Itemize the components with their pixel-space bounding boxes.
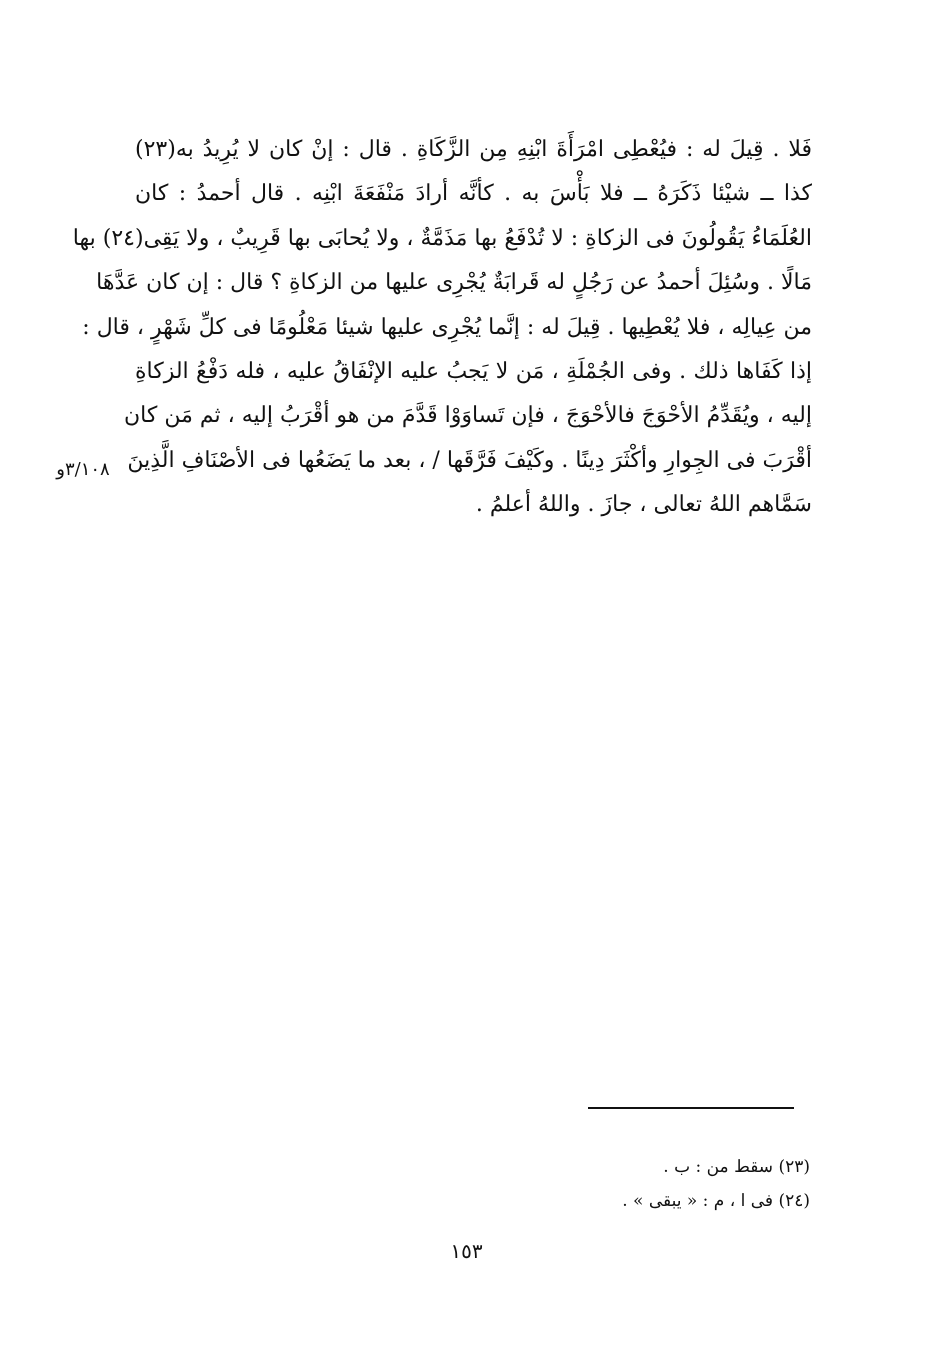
footnote: (٢٤) فى ا ، م : « يبقى » . xyxy=(622,1191,810,1211)
text-line: كذا ــ شيْئا ذَكَرَهُ ــ فلا بَأْسَ به . كأنَّه أرادَ مَنْفَعَةَ ابْنِه . قال أحمدُ : كان xyxy=(135,181,812,207)
footnote-divider xyxy=(588,1107,794,1109)
footnote: (٢٣) سقط من : ب . xyxy=(663,1157,810,1177)
text-line: من عِيالِه ، فلا يُعْطِيها . قِيلَ له : إنَّما يُجْرِى عليها شيئا مَعْلُومًا فى كلِّ شَهْرٍ ، قال : xyxy=(82,314,812,340)
text-line: سَمَّاهم اللهُ تعالى ، جازَ . واللهُ أعلمُ . xyxy=(475,492,812,518)
footnotes xyxy=(500,1150,810,1218)
text-line: أقْرَبَ فى الجِوارِ وأكْثَرَ دِينًا . وكَيْفَ فَرَّقَها / ، بعد ما يَضَعُها فى الأصْنَافِ الَّذِينَ xyxy=(127,447,812,473)
text-line: العُلَمَاءُ يَقُولُونَ فى الزكاةِ : لا تُدْفَعُ بها مَذَمَّةٌ ، ولا يُحابَى بها قَرِيبٌ ، ولا يَقِى(٢٤) بها xyxy=(72,225,812,251)
page-number: ١٥٣ xyxy=(450,1239,483,1263)
text-line: مَالًا . وسُئِلَ أحمدُ عن رَجُلٍ له قَرابَةٌ يُجْرِى عليها من الزكاةِ ؟ قال : إن كان عَدَّهَا xyxy=(96,270,812,296)
text-line: إليه ، ويُقَدِّمُ الأحْوَجَ فالأحْوَجَ ، فإن تَساوَوْا قَدَّمَ من هو أقْرَبُ إليه ، ثم مَن كان xyxy=(124,403,812,429)
margin-reference: ٣/١٠٨و xyxy=(56,459,110,480)
text-line: فَلا . قِيلَ له : فيُعْطِى امْرَأَةَ ابْنِهِ مِن الزَّكَاةِ . قال : إنْ كان لا يُرِيدُ به(٢٣) xyxy=(135,137,812,162)
text-line: إذا كَفَاها ذلك . وفى الجُمْلَةِ ، مَن لا يَجبُ عليه الإنْفَاقُ عليه ، فله دَفْعُ الزكاةِ xyxy=(135,358,812,384)
